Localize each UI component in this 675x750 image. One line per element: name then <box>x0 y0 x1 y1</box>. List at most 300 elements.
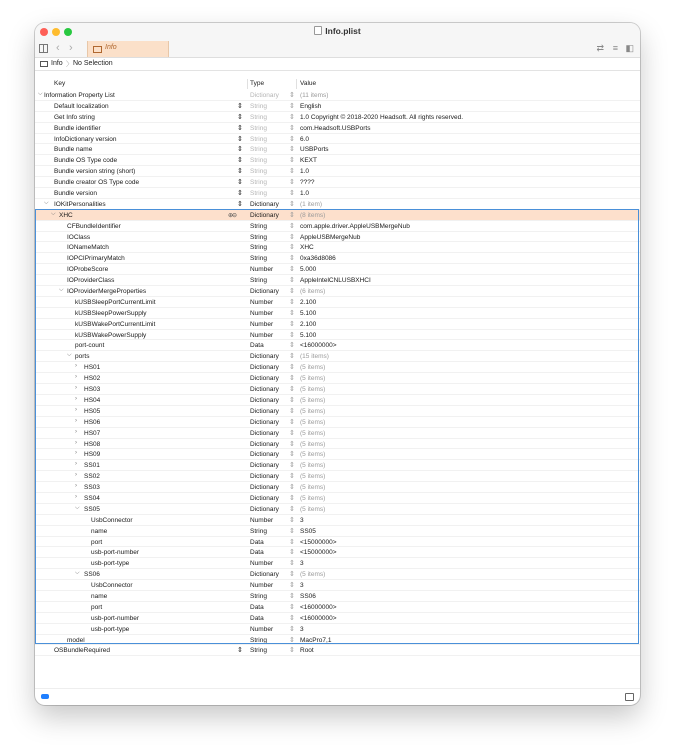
row-value[interactable]: <16000000> <box>300 614 337 622</box>
type-stepper-icon[interactable]: ⇕ <box>289 396 295 404</box>
type-stepper-icon[interactable]: ⇕ <box>289 647 295 655</box>
row-value[interactable]: (1 item) <box>300 200 323 208</box>
type-stepper-icon[interactable]: ⇕ <box>289 549 295 557</box>
key-stepper-icon[interactable]: ⇕ <box>237 113 243 121</box>
type-stepper-icon[interactable]: ⇕ <box>289 233 295 241</box>
row-type[interactable]: String <box>250 527 267 535</box>
type-stepper-icon[interactable]: ⇕ <box>289 298 295 306</box>
row-value[interactable]: 0xa36d8086 <box>300 255 336 263</box>
plist-row[interactable] <box>35 515 640 526</box>
row-value[interactable]: (5 items) <box>300 386 326 394</box>
row-value[interactable]: (6 items) <box>300 288 326 296</box>
row-key[interactable]: IOClass <box>67 233 91 241</box>
plist-row[interactable] <box>35 199 640 210</box>
plist-row[interactable] <box>35 613 640 624</box>
type-stepper-icon[interactable]: ⇕ <box>289 582 295 590</box>
plist-row[interactable] <box>35 471 640 482</box>
type-stepper-icon[interactable]: ⇕ <box>289 592 295 600</box>
row-key[interactable]: port <box>91 603 103 611</box>
row-value[interactable]: (5 items) <box>300 571 326 579</box>
type-stepper-icon[interactable]: ⇕ <box>289 473 295 481</box>
plist-row[interactable] <box>35 319 640 330</box>
type-stepper-icon[interactable]: ⇕ <box>289 603 295 611</box>
type-stepper-icon[interactable]: ⇕ <box>289 353 295 361</box>
key-stepper-icon[interactable]: ⇕ <box>237 157 243 165</box>
row-key[interactable]: port <box>91 538 103 546</box>
plist-row[interactable] <box>35 286 640 297</box>
plist-row[interactable] <box>35 101 640 112</box>
plist-row[interactable] <box>35 580 640 591</box>
type-stepper-icon[interactable]: ⇕ <box>289 277 295 285</box>
type-stepper-icon[interactable]: ⇕ <box>289 494 295 502</box>
plist-row[interactable] <box>35 602 640 613</box>
plist-row[interactable] <box>35 504 640 515</box>
key-stepper-icon[interactable]: ⇕ <box>237 102 243 110</box>
row-type[interactable]: String <box>250 233 267 241</box>
row-key[interactable]: Bundle OS Type code <box>54 157 118 165</box>
disclosure-closed-icon[interactable]: › <box>75 428 77 435</box>
row-value[interactable]: (5 items) <box>300 364 326 372</box>
type-stepper-icon[interactable]: ⇕ <box>289 200 295 208</box>
type-stepper-icon[interactable]: ⇕ <box>289 516 295 524</box>
row-type[interactable]: String <box>250 135 267 143</box>
row-type[interactable]: Dictionary <box>250 353 279 361</box>
row-value[interactable]: (5 items) <box>300 462 326 470</box>
type-stepper-icon[interactable]: ⇕ <box>289 309 295 317</box>
row-key[interactable]: ports <box>75 353 90 361</box>
row-value[interactable]: AppleUSBMergeNub <box>300 233 361 241</box>
row-key[interactable]: Information Property List <box>44 92 115 99</box>
row-value[interactable]: (5 items) <box>300 451 326 459</box>
plist-row[interactable] <box>35 526 640 537</box>
type-stepper-icon[interactable]: ⇕ <box>289 190 295 198</box>
type-stepper-icon[interactable]: ⇕ <box>289 505 295 513</box>
plist-row[interactable] <box>35 275 640 286</box>
row-type[interactable]: Dictionary <box>250 440 279 448</box>
plist-row[interactable] <box>35 330 640 341</box>
plist-row[interactable] <box>35 134 640 145</box>
disclosure-closed-icon[interactable]: › <box>75 461 77 468</box>
row-value[interactable]: <15000000> <box>300 549 337 557</box>
row-type[interactable]: Dictionary <box>250 473 279 481</box>
plist-row[interactable] <box>35 395 640 406</box>
disclosure-closed-icon[interactable]: › <box>75 472 77 479</box>
row-type[interactable]: Dictionary <box>250 396 279 404</box>
row-type[interactable]: Dictionary <box>250 484 279 492</box>
row-type[interactable]: Dictionary <box>250 375 279 383</box>
row-key[interactable]: SS02 <box>84 473 100 481</box>
row-value[interactable]: (15 items) <box>300 353 329 361</box>
row-key[interactable]: Bundle version string (short) <box>54 168 136 176</box>
row-type[interactable]: Number <box>250 625 274 633</box>
disclosure-open-icon[interactable]: ⌵ <box>51 210 56 217</box>
list-icon[interactable]: ≡ <box>612 43 618 53</box>
row-type[interactable]: Dictionary <box>250 288 279 296</box>
type-stepper-icon[interactable]: ⇕ <box>289 407 295 415</box>
row-value[interactable]: 5.000 <box>300 266 317 274</box>
sidebar-icon[interactable]: ◧ <box>625 43 634 53</box>
plist-row[interactable] <box>35 591 640 602</box>
plist-row[interactable] <box>35 558 640 569</box>
plist-row[interactable] <box>35 264 640 275</box>
row-key[interactable]: model <box>67 636 85 644</box>
row-value[interactable]: (5 items) <box>300 375 326 383</box>
row-value[interactable]: 3 <box>300 560 304 568</box>
row-key[interactable]: kUSBWakePowerSupply <box>75 331 147 339</box>
row-type[interactable]: Number <box>250 320 274 328</box>
row-value[interactable]: (8 items) <box>300 211 326 219</box>
row-key[interactable]: HS06 <box>84 418 101 426</box>
row-type[interactable]: String <box>250 190 267 198</box>
plist-row[interactable] <box>35 428 640 439</box>
row-key[interactable]: IOProviderClass <box>67 277 115 285</box>
row-value[interactable]: 3 <box>300 582 304 590</box>
row-key[interactable]: HS02 <box>84 375 101 383</box>
breadcrumb-root[interactable]: Info <box>51 60 63 67</box>
row-type[interactable]: String <box>250 146 267 154</box>
column-key[interactable]: Key <box>54 80 66 87</box>
type-stepper-icon[interactable]: ⇕ <box>289 255 295 263</box>
row-type[interactable]: String <box>250 647 267 655</box>
row-key[interactable]: HS09 <box>84 451 101 459</box>
row-type[interactable]: Data <box>250 549 264 557</box>
row-type[interactable]: String <box>250 255 267 263</box>
row-type[interactable]: Dictionary <box>250 200 279 208</box>
row-key[interactable]: CFBundleIdentifier <box>67 222 121 230</box>
plist-row[interactable] <box>35 635 640 646</box>
plist-row[interactable] <box>35 221 640 232</box>
row-value[interactable]: Root <box>300 647 314 655</box>
type-stepper-icon[interactable]: ⇕ <box>289 102 295 110</box>
type-stepper-icon[interactable]: ⇕ <box>289 244 295 252</box>
type-stepper-icon[interactable]: ⇕ <box>289 288 295 296</box>
type-stepper-icon[interactable]: ⇕ <box>289 386 295 394</box>
disclosure-closed-icon[interactable]: › <box>75 439 77 446</box>
row-type[interactable]: Number <box>250 582 274 590</box>
row-value[interactable]: (5 items) <box>300 473 326 481</box>
row-value[interactable]: (5 items) <box>300 396 326 404</box>
type-stepper-icon[interactable]: ⇕ <box>289 157 295 165</box>
row-key[interactable]: kUSBSleepPowerSupply <box>75 309 147 317</box>
row-key[interactable]: SS03 <box>84 484 100 492</box>
row-type[interactable]: String <box>250 222 267 230</box>
plist-row[interactable] <box>35 144 640 155</box>
key-stepper-icon[interactable]: ⇕ <box>237 200 243 208</box>
row-type[interactable]: String <box>250 277 267 285</box>
plist-row[interactable] <box>35 253 640 264</box>
row-value[interactable]: (5 items) <box>300 418 326 426</box>
row-key[interactable]: usb-port-number <box>91 614 140 622</box>
row-type[interactable]: Dictionary <box>250 451 279 459</box>
row-type[interactable]: Dictionary <box>250 386 279 394</box>
row-type[interactable]: Number <box>250 298 274 306</box>
row-key[interactable]: port-count <box>75 342 105 350</box>
row-type[interactable]: Dictionary <box>250 92 279 99</box>
row-key[interactable]: Bundle version <box>54 190 97 198</box>
disclosure-open-icon[interactable]: ⌵ <box>67 352 72 359</box>
row-key[interactable]: HS01 <box>84 364 101 372</box>
plist-row[interactable] <box>35 493 640 504</box>
row-value[interactable]: 1.0 <box>300 190 310 198</box>
plist-row[interactable] <box>35 624 640 635</box>
plist-row[interactable] <box>35 362 640 373</box>
type-stepper-icon[interactable]: ⇕ <box>289 146 295 154</box>
row-key[interactable]: kUSBSleepPortCurrentLimit <box>75 298 156 306</box>
row-key[interactable]: SS04 <box>84 494 100 502</box>
plist-row[interactable] <box>35 308 640 319</box>
row-type[interactable]: Dictionary <box>250 364 279 372</box>
plist-row[interactable] <box>35 460 640 471</box>
type-stepper-icon[interactable]: ⇕ <box>289 375 295 383</box>
type-stepper-icon[interactable]: ⇕ <box>289 614 295 622</box>
type-stepper-icon[interactable]: ⇕ <box>289 320 295 328</box>
label-icon[interactable] <box>41 694 49 699</box>
plist-row[interactable] <box>35 569 640 580</box>
row-key[interactable]: Default localization <box>54 102 109 110</box>
row-key[interactable]: HS08 <box>84 440 101 448</box>
type-stepper-icon[interactable]: ⇕ <box>289 560 295 568</box>
row-type[interactable]: Dictionary <box>250 462 279 470</box>
row-type[interactable]: Number <box>250 560 274 568</box>
row-value[interactable]: 3 <box>300 516 304 524</box>
type-stepper-icon[interactable]: ⇕ <box>289 364 295 372</box>
row-key[interactable]: Bundle identifier <box>54 124 101 132</box>
type-stepper-icon[interactable]: ⇕ <box>289 179 295 187</box>
row-value[interactable]: USBPorts <box>300 146 329 154</box>
row-key[interactable]: InfoDictionary version <box>54 135 117 143</box>
row-type[interactable]: Number <box>250 309 274 317</box>
row-value[interactable]: English <box>300 102 322 110</box>
row-key[interactable]: usb-port-type <box>91 560 130 568</box>
panel-toggle-icon[interactable] <box>625 693 634 701</box>
row-value[interactable]: (5 items) <box>300 429 326 437</box>
key-stepper-icon[interactable]: ⇕ <box>237 168 243 176</box>
type-stepper-icon[interactable]: ⇕ <box>289 331 295 339</box>
plist-row[interactable] <box>35 482 640 493</box>
row-type[interactable]: Dictionary <box>250 505 279 513</box>
row-key[interactable]: kUSBWakePortCurrentLimit <box>75 320 156 328</box>
disclosure-closed-icon[interactable]: › <box>75 417 77 424</box>
row-value[interactable]: KEXT <box>300 157 317 165</box>
type-stepper-icon[interactable]: ⇕ <box>289 462 295 470</box>
type-stepper-icon[interactable]: ⇕ <box>289 342 295 350</box>
row-value[interactable]: <16000000> <box>300 342 337 350</box>
row-value[interactable]: 5.100 <box>300 309 317 317</box>
row-value[interactable]: SS06 <box>300 592 316 600</box>
row-key[interactable]: name <box>91 592 108 600</box>
key-stepper-icon[interactable]: ⇕ <box>237 190 243 198</box>
plist-row[interactable] <box>35 417 640 428</box>
row-key[interactable]: IONameMatch <box>67 244 109 252</box>
disclosure-open-icon[interactable]: ⌵ <box>59 287 64 294</box>
plist-row[interactable] <box>35 210 640 221</box>
row-value[interactable]: 3 <box>300 625 304 633</box>
row-value[interactable]: (11 items) <box>300 92 329 99</box>
forward-icon[interactable]: › <box>69 42 73 54</box>
row-key[interactable]: HS05 <box>84 407 101 415</box>
type-stepper-icon[interactable]: ⇕ <box>289 135 295 143</box>
row-type[interactable]: Data <box>250 614 264 622</box>
row-type[interactable]: Dictionary <box>250 494 279 502</box>
row-type[interactable]: String <box>250 244 267 252</box>
row-value[interactable]: SS05 <box>300 527 316 535</box>
row-type[interactable]: Data <box>250 342 264 350</box>
plist-row[interactable] <box>35 155 640 166</box>
type-stepper-icon[interactable]: ⇕ <box>289 222 295 230</box>
row-value[interactable]: 2.100 <box>300 320 317 328</box>
disclosure-closed-icon[interactable]: › <box>75 374 77 381</box>
row-type[interactable]: String <box>250 157 267 165</box>
type-stepper-icon[interactable]: ⇕ <box>289 113 295 121</box>
row-value[interactable]: 5.100 <box>300 331 317 339</box>
type-stepper-icon[interactable]: ⇕ <box>289 538 295 546</box>
plist-row[interactable] <box>35 90 640 101</box>
plist-row[interactable] <box>35 384 640 395</box>
row-key[interactable]: Get Info string <box>54 113 95 121</box>
row-type[interactable]: String <box>250 592 267 600</box>
row-type[interactable]: String <box>250 124 267 132</box>
plist-row[interactable] <box>35 439 640 450</box>
column-type[interactable]: Type <box>250 80 265 87</box>
row-value[interactable]: <16000000> <box>300 603 337 611</box>
row-type[interactable]: Dictionary <box>250 429 279 437</box>
disclosure-open-icon[interactable]: ⌵ <box>75 570 80 577</box>
key-stepper-icon[interactable]: ⇕ <box>237 179 243 187</box>
row-type[interactable]: String <box>250 168 267 176</box>
row-value[interactable]: 1.0 <box>300 168 310 176</box>
plist-row[interactable] <box>35 645 640 656</box>
type-stepper-icon[interactable]: ⇕ <box>289 527 295 535</box>
row-type[interactable]: Data <box>250 538 264 546</box>
row-value[interactable]: (5 items) <box>300 494 326 502</box>
plist-row[interactable] <box>35 123 640 134</box>
type-stepper-icon[interactable]: ⇕ <box>289 429 295 437</box>
plist-row[interactable] <box>35 373 640 384</box>
type-stepper-icon[interactable]: ⇕ <box>289 211 295 219</box>
key-stepper-icon[interactable]: ⇕ <box>237 146 243 154</box>
row-key[interactable]: IOProbeScore <box>67 266 109 274</box>
key-stepper-icon[interactable]: ⇕ <box>237 135 243 143</box>
row-key[interactable]: Bundle creator OS Type code <box>54 179 140 187</box>
row-key[interactable]: usb-port-type <box>91 625 130 633</box>
disclosure-open-icon[interactable]: ⌵ <box>38 91 43 97</box>
row-key[interactable]: HS04 <box>84 396 101 404</box>
row-type[interactable]: String <box>250 113 267 121</box>
row-key[interactable]: usb-port-number <box>91 549 140 557</box>
add-remove-icon[interactable]: ⊕⊖ <box>228 212 237 219</box>
disclosure-closed-icon[interactable]: › <box>75 406 77 413</box>
type-stepper-icon[interactable]: ⇕ <box>289 571 295 579</box>
row-type[interactable]: Number <box>250 266 274 274</box>
disclosure-open-icon[interactable]: ⌵ <box>44 199 49 206</box>
row-value[interactable]: ???? <box>300 179 315 187</box>
plist-row[interactable] <box>35 166 640 177</box>
plist-row[interactable] <box>35 297 640 308</box>
row-type[interactable]: Number <box>250 516 274 524</box>
type-stepper-icon[interactable]: ⇕ <box>289 440 295 448</box>
type-stepper-icon[interactable]: ⇕ <box>289 484 295 492</box>
row-key[interactable]: XHC <box>59 211 73 219</box>
row-key[interactable]: Bundle name <box>54 146 93 154</box>
tab-info[interactable] <box>87 41 169 57</box>
grid-view-icon[interactable] <box>39 44 48 53</box>
row-type[interactable]: String <box>250 179 267 187</box>
type-stepper-icon[interactable]: ⇕ <box>289 168 295 176</box>
breadcrumb-current[interactable]: No Selection <box>73 60 113 67</box>
plist-row[interactable] <box>35 112 640 123</box>
row-type[interactable]: String <box>250 636 267 644</box>
back-icon[interactable]: ‹ <box>56 42 60 54</box>
plist-row[interactable] <box>35 406 640 417</box>
row-value[interactable]: XHC <box>300 244 314 252</box>
row-type[interactable]: Dictionary <box>250 407 279 415</box>
row-value[interactable]: (5 items) <box>300 440 326 448</box>
row-key[interactable]: HS03 <box>84 386 101 394</box>
row-value[interactable]: 6.0 <box>300 135 310 143</box>
plist-row[interactable] <box>35 547 640 558</box>
row-type[interactable]: Dictionary <box>250 571 279 579</box>
row-value[interactable]: 2.100 <box>300 298 317 306</box>
row-key[interactable]: UsbConnector <box>91 516 133 524</box>
row-value[interactable]: AppleIntelCNLUSBXHCI <box>300 277 371 285</box>
row-value[interactable]: MacPro7,1 <box>300 636 332 644</box>
row-key[interactable]: IOKitPersonalities <box>54 200 106 208</box>
row-type[interactable]: Data <box>250 603 264 611</box>
row-key[interactable]: HS07 <box>84 429 101 437</box>
type-stepper-icon[interactable]: ⇕ <box>289 636 295 644</box>
row-key[interactable]: SS05 <box>84 505 100 513</box>
row-type[interactable]: String <box>250 102 267 110</box>
row-type[interactable]: Dictionary <box>250 211 279 219</box>
type-stepper-icon[interactable]: ⇕ <box>289 451 295 459</box>
disclosure-closed-icon[interactable]: › <box>75 385 77 392</box>
swap-icon[interactable]: ⇄ <box>596 43 604 53</box>
row-value[interactable]: <15000000> <box>300 538 337 546</box>
disclosure-closed-icon[interactable]: › <box>75 363 77 370</box>
type-stepper-icon[interactable]: ⇕ <box>289 418 295 426</box>
disclosure-closed-icon[interactable]: › <box>75 493 77 500</box>
row-key[interactable]: IOPCIPrimaryMatch <box>67 255 125 263</box>
row-value[interactable]: (5 items) <box>300 505 326 513</box>
plist-row[interactable] <box>35 340 640 351</box>
plist-row[interactable] <box>35 232 640 243</box>
row-key[interactable]: SS06 <box>84 571 100 579</box>
plist-row[interactable] <box>35 177 640 188</box>
plist-row[interactable] <box>35 188 640 199</box>
row-key[interactable]: IOProviderMergeProperties <box>67 288 147 296</box>
type-stepper-icon[interactable]: ⇕ <box>289 625 295 633</box>
disclosure-closed-icon[interactable]: › <box>75 395 77 402</box>
disclosure-closed-icon[interactable]: › <box>75 450 77 457</box>
key-stepper-icon[interactable]: ⇕ <box>237 647 243 655</box>
plist-row[interactable] <box>35 351 640 362</box>
row-value[interactable]: (5 items) <box>300 407 326 415</box>
row-value[interactable]: 1.0 Copyright © 2018-2020 Headsoft. All rights reserved. <box>300 113 464 121</box>
type-stepper-icon[interactable]: ⇕ <box>289 124 295 132</box>
type-stepper-icon[interactable]: ⇕ <box>289 266 295 274</box>
row-type[interactable]: Dictionary <box>250 418 279 426</box>
plist-row[interactable] <box>35 242 640 253</box>
type-stepper-icon[interactable]: ⇕ <box>289 92 295 99</box>
row-value[interactable]: com.Headsoft.USBPorts <box>300 124 371 132</box>
disclosure-open-icon[interactable]: ⌵ <box>75 504 80 511</box>
row-key[interactable]: OSBundleRequired <box>54 647 111 655</box>
row-value[interactable]: (5 items) <box>300 484 326 492</box>
disclosure-closed-icon[interactable]: › <box>75 483 77 490</box>
row-key[interactable]: name <box>91 527 108 535</box>
row-type[interactable]: Number <box>250 331 274 339</box>
row-key[interactable]: UsbConnector <box>91 582 133 590</box>
